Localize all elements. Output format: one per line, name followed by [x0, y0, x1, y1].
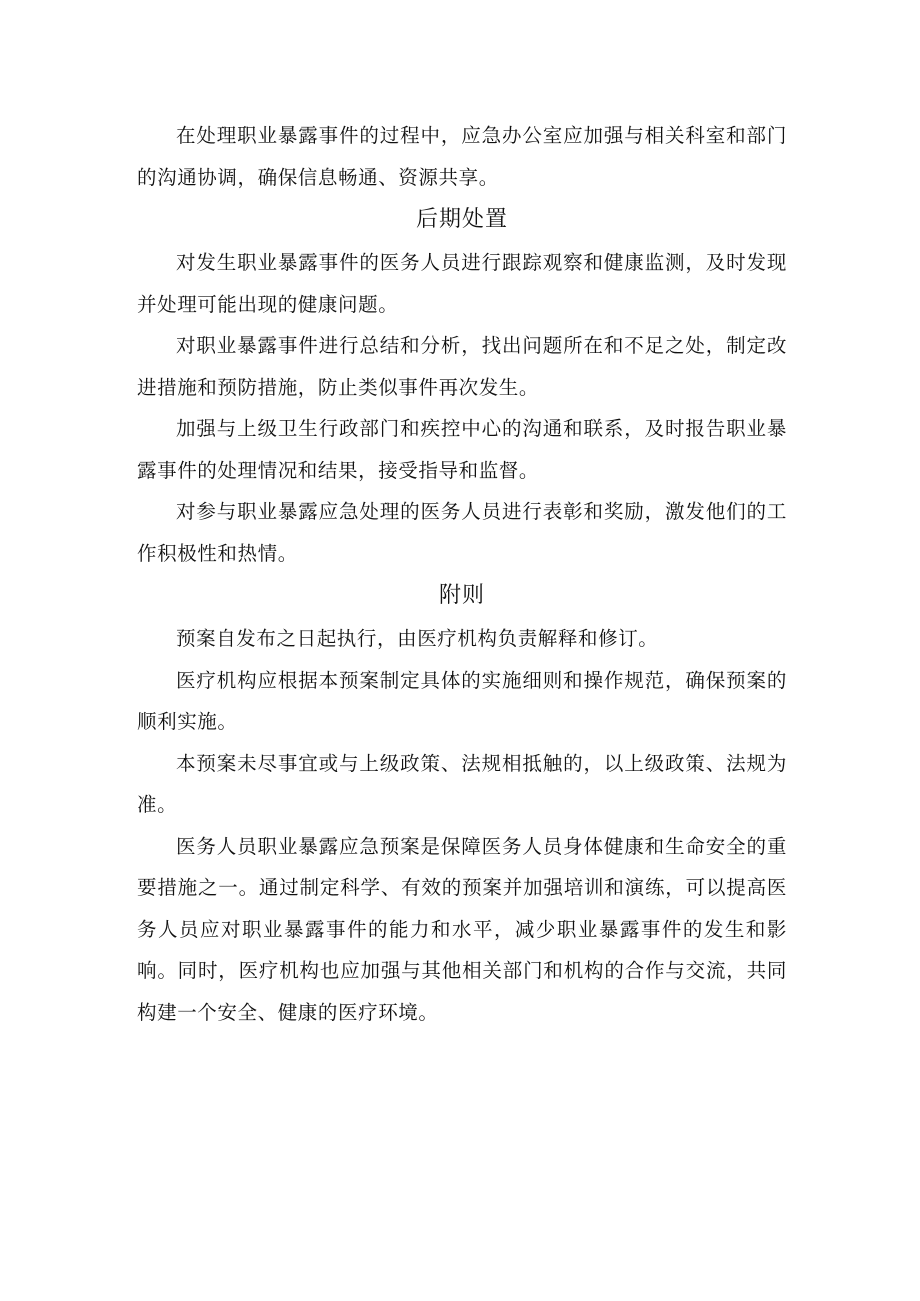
intro-paragraph-1: 在处理职业暴露事件的过程中，应急办公室应加强与相关科室和部门的沟通协调，确保信息畅通、资源共享。	[137, 124, 787, 189]
aftercare-paragraph-1: 对发生职业暴露事件的医务人员进行跟踪观察和健康监测，及时发现并处理可能出现的健康问题。	[137, 251, 787, 316]
appendix-paragraph-4: 医务人员职业暴露应急预案是保障医务人员身体健康和生命安全的重要措施之一。通过制定科学、有效的预案并加强培训和演练，可以提高医务人员应对职业暴露事件的能力和水平，减少职业暴露事件的发生和影响。同时，医疗机构也应加强与其他相关部门和机构的合作与交流，共同构建一个安全、健康的医疗环境。	[137, 834, 787, 1024]
aftercare-paragraph-3: 加强与上级卫生行政部门和疾控中心的沟通和联系，及时报告职业暴露事件的处理情况和结果，接受指导和监督。	[137, 417, 787, 482]
appendix-paragraph-3: 本预案未尽事宜或与上级政策、法规相抵触的，以上级政策、法规为准。	[137, 751, 787, 816]
aftercare-paragraph-2: 对职业暴露事件进行总结和分析，找出问题所在和不足之处，制定改进措施和预防措施，防止类似事件再次发生。	[137, 334, 787, 399]
section-heading-aftercare: 后期处置	[415, 207, 508, 232]
section-heading-appendix: 附则	[438, 583, 485, 608]
appendix-paragraph-2: 医疗机构应根据本预案制定具体的实施细则和操作规范，确保预案的顺利实施。	[137, 668, 787, 733]
document-body	[137, 115, 787, 1033]
appendix-paragraph-1: 预案自发布之日起执行，由医疗机构负责解释和修订。	[176, 627, 659, 650]
aftercare-paragraph-4: 对参与职业暴露应急处理的医务人员进行表彰和奖励，激发他们的工作积极性和热情。	[137, 500, 787, 565]
